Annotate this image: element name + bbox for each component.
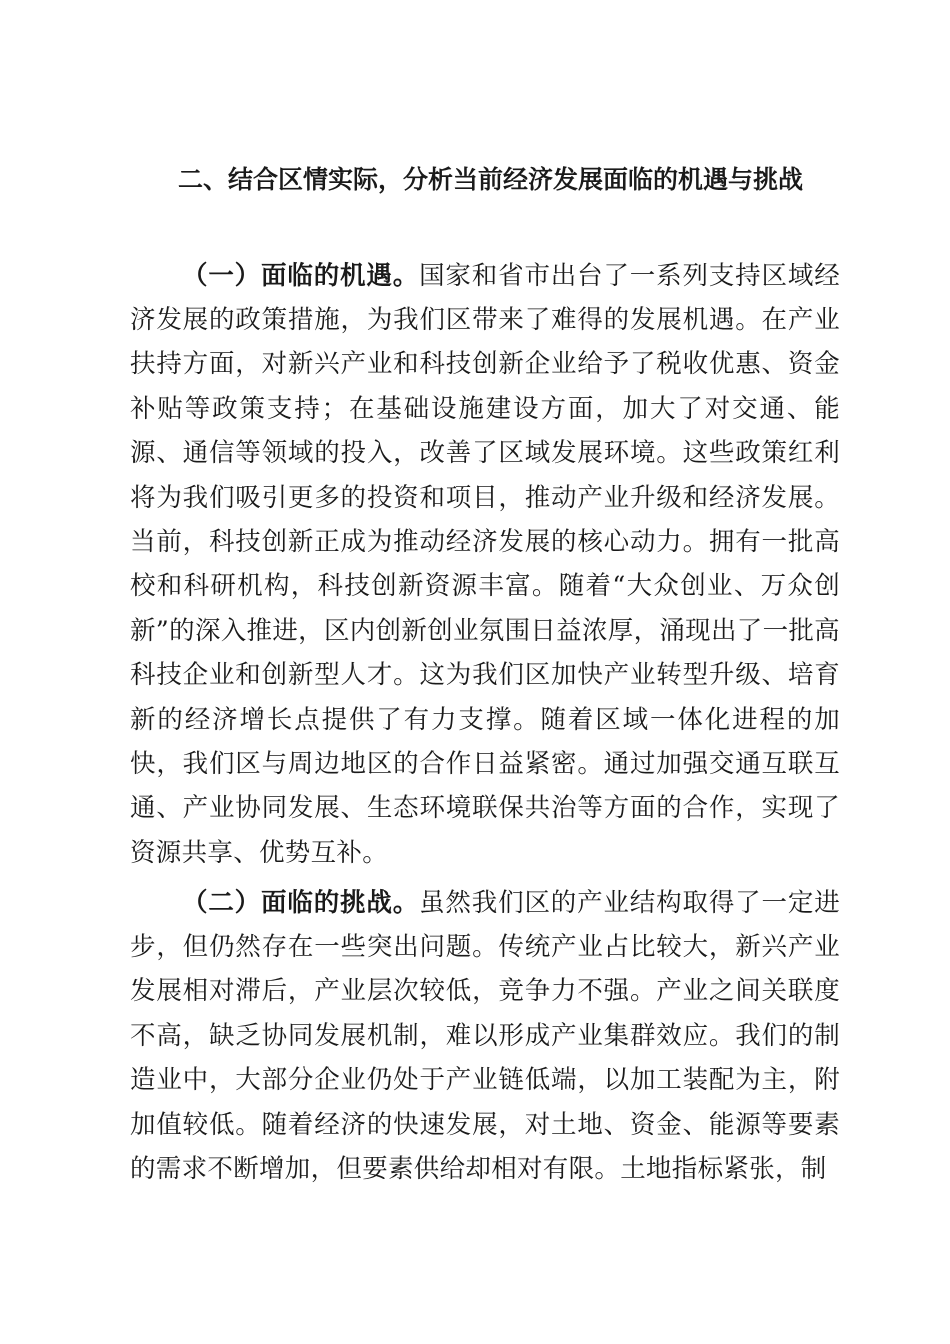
paragraph-body: 虽然我们区的产业结构取得了一定进步，但仍然存在一些突出问题。传统产业占比较大，新兴产业发展相对滞后，产业层次较低，竞争力不强。产业之间关联度不高，缺乏协同发展机制，难以形成产业集群效应。我们的制造业中，大部分企业仍处于产业链低端，以加工装配为主，附加值较低。随着经济的快速发展，对土地、资金、能源等要素的需求不断增加，但要素供给却相对有限。土地指标紧张，制 <box>130 887 840 1184</box>
paragraph-lead: （二）面临的挑战。 <box>182 887 420 918</box>
paragraph-body: 国家和省市出台了一系列支持区域经济发展的政策措施，为我们区带来了难得的发展机遇。在产业扶持方面，对新兴产业和科技创新企业给予了税收优惠、资金补贴等政策支持；在基础设施建设方面，加大了对交通、能源、通信等领域的投入，改善了区域发展环境。这些政策红利将为我们吸引更多的投资和项目，推动产业升级和经济发展。当前，科技创新正成为推动经济发展的核心动力。拥有一批高校和科研机构，科技创新资源丰富。随着“大众创业、万众创新”的深入推进，区内创新创业氛围日益浓厚，涌现出了一批高科技企业和创新型人才。这为我们区加快产业转型升级、培育新的经济增长点提供了有力支撑。随着区域一体化进程的加快，我们区与周边地区的合作日益紧密。通过加强交通互联互通、产业协同发展、生态环境联保共治等方面的合作，实现了资源共享、优势互补。 <box>130 260 840 868</box>
paragraph-challenges <box>130 881 840 1192</box>
section-heading: 二、结合区情实际，分析当前经济发展面临的机遇与挑战 <box>178 165 804 194</box>
paragraph-lead: （一）面临的机遇。 <box>182 260 420 291</box>
paragraph-opportunities <box>130 254 840 876</box>
